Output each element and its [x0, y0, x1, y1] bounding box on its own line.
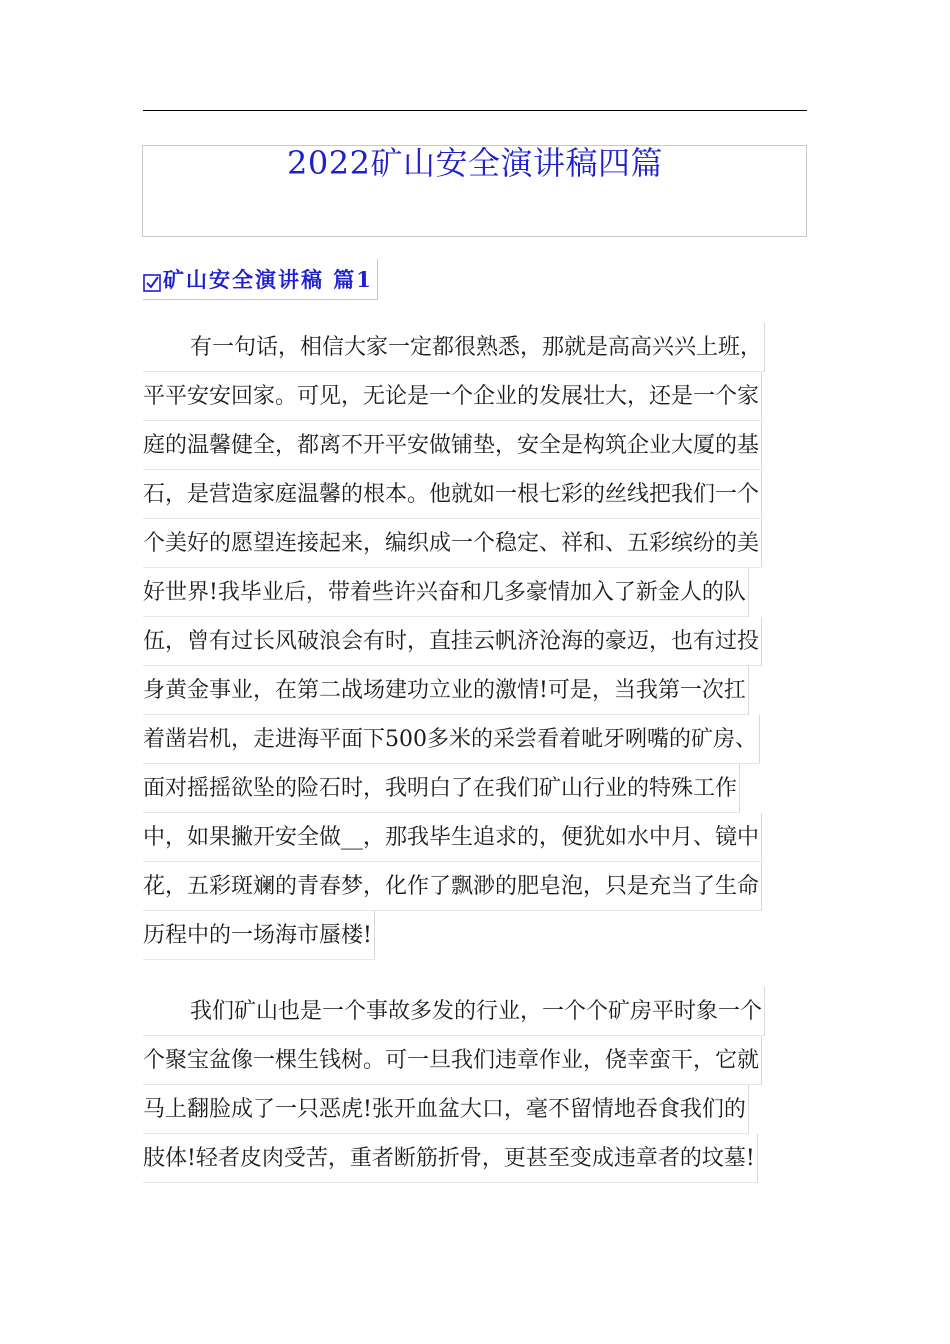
- text-line: 中，如果撇开安全做__，那我毕生追求的，便犹如水中月、镜中: [143, 813, 762, 862]
- text-line: 着凿岩机，走进海平面下500多米的采尝看着呲牙咧嘴的矿房、: [143, 715, 760, 764]
- text-line: 肢体!轻者皮肉受苦，重者断筋折骨，更甚至变成违章者的坟墓!: [143, 1134, 758, 1183]
- text-line: 平平安安回家。可见，无论是一个企业的发展壮大，还是一个家: [143, 372, 762, 421]
- text-line: 历程中的一场海市蜃楼!: [143, 911, 375, 960]
- text-line: 伍，曾有过长风破浪会有时，直挂云帆济沧海的豪迈，也有过投: [143, 617, 762, 666]
- header-rule: [143, 110, 807, 111]
- text-line: 石，是营造家庭温馨的根本。他就如一根七彩的丝线把我们一个: [143, 470, 762, 519]
- text-line: 花，五彩斑斓的青春梦，化作了飘渺的肥皂泡，只是充当了生命: [143, 862, 762, 911]
- text-line: 马上翻脸成了一只恶虎!张开血盆大口，毫不留情地吞食我们的: [143, 1085, 749, 1134]
- text-line: 个聚宝盆像一棵生钱树。可一旦我们违章作业，侥幸蛮干，它就: [143, 1036, 762, 1085]
- text-line: 面对摇摇欲坠的险石时，我明白了在我们矿山行业的特殊工作: [143, 764, 740, 813]
- text-line: 好世界!我毕业后，带着些许兴奋和几多豪情加入了新金人的队: [143, 568, 749, 617]
- text-line: 庭的温馨健全，都离不开平安做铺垫，安全是构筑企业大厦的基: [143, 421, 762, 470]
- text-line: 有一句话，相信大家一定都很熟悉，那就是高高兴兴上班，: [143, 323, 765, 372]
- section-title: 矿山安全演讲稿 篇1: [163, 267, 373, 292]
- text-line: 身黄金事业，在第二战场建功立业的激情!可是，当我第一次扛: [143, 666, 749, 715]
- text-line: 我们矿山也是一个事故多发的行业，一个个矿房平时象一个: [143, 987, 765, 1036]
- document-title: 2022矿山安全演讲稿四篇: [287, 144, 663, 182]
- section-heading: [143, 259, 378, 300]
- checkbox-checked-icon: [143, 274, 161, 292]
- text-line: 个美好的愿望连接起来，编织成一个稳定、祥和、五彩缤纷的美: [143, 519, 762, 568]
